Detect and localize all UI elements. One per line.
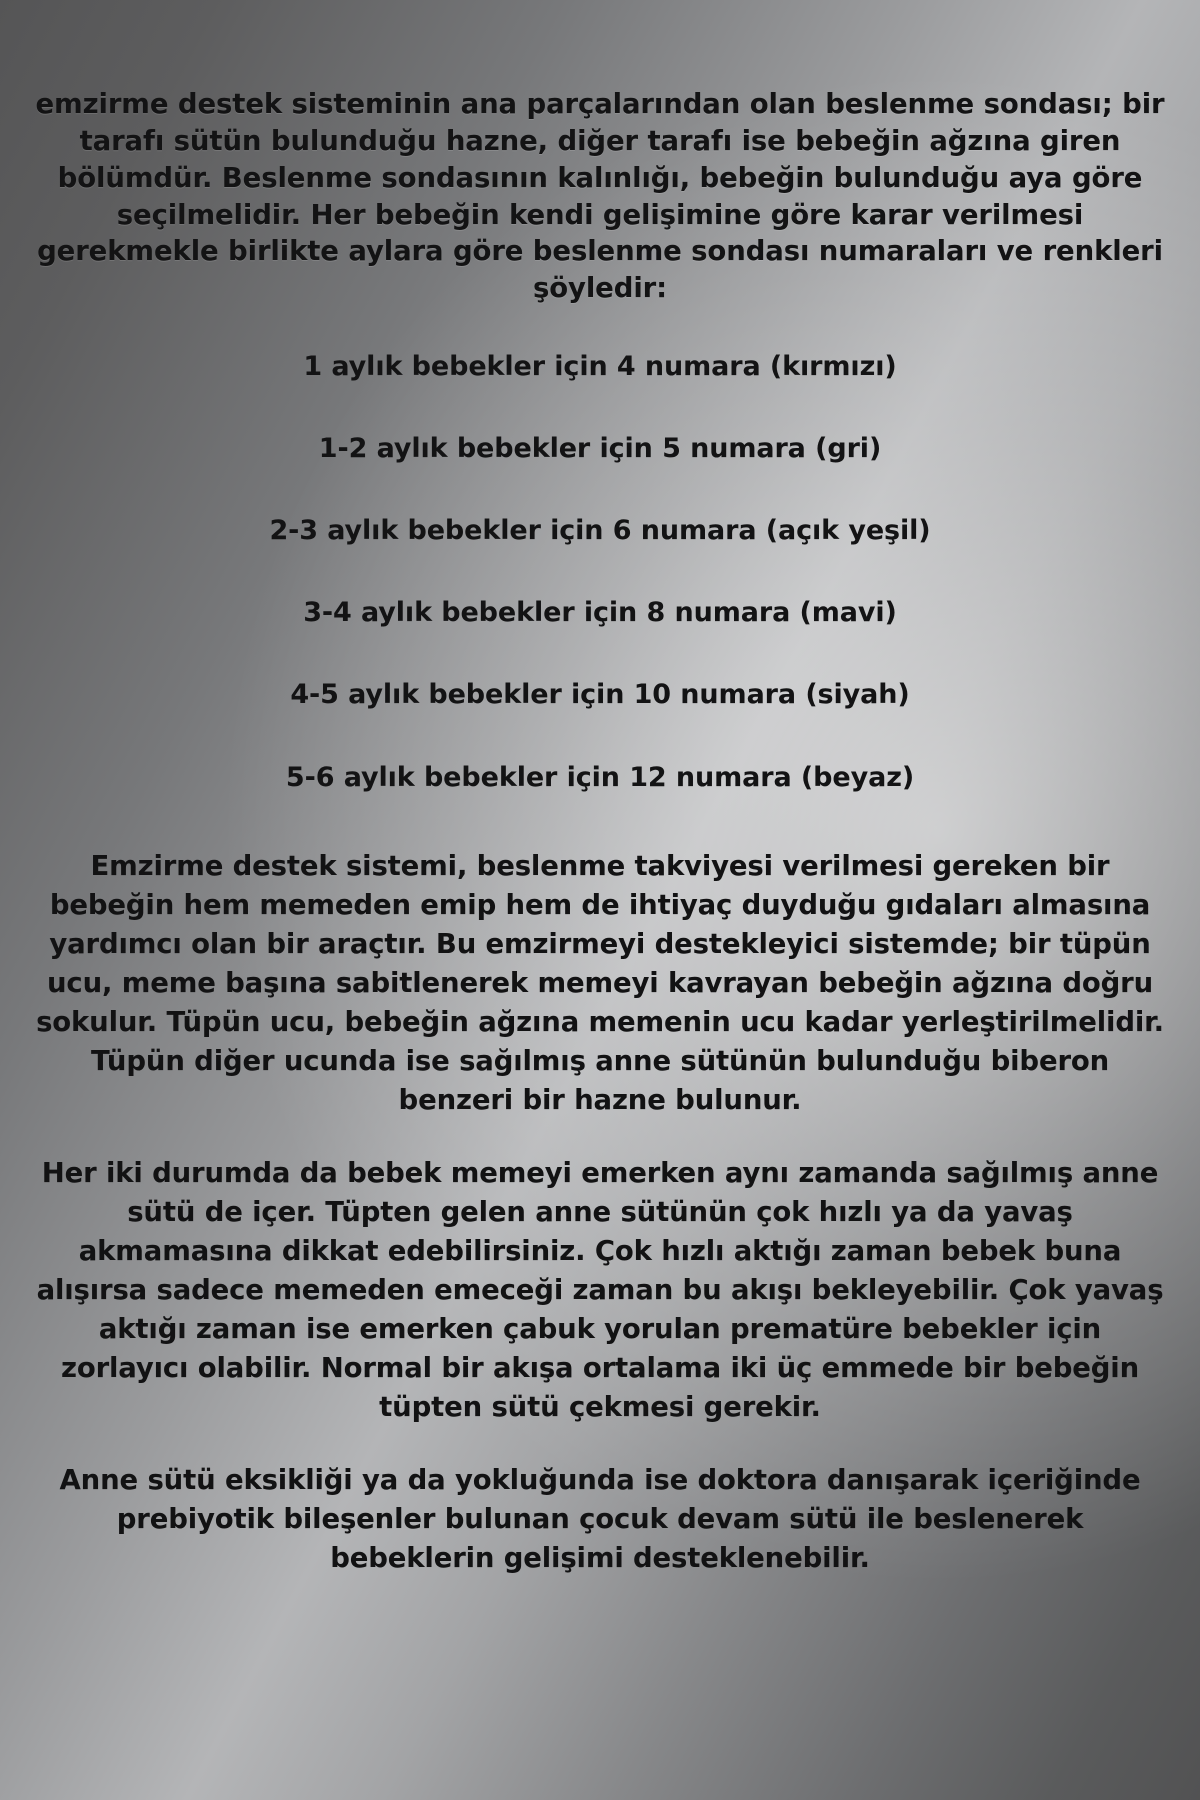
feeding-tube-size-list	[34, 349, 1166, 795]
list-item: 2-3 aylık bebekler için 6 numara (açık yeşil)	[269, 515, 931, 547]
document-content	[0, 86, 1200, 1578]
body-paragraph-2: Her iki durumda da bebek memeyi emerken aynı zamanda sağılmış anne sütü de içer. Tüpten gelen anne sütünün çok hızlı ya da yavaş akmamasına dikkat edebilirsiniz. Çok hızlı aktığı zaman bebek buna alışırsa sadece memeden emeceği zaman bu akışı bekleyebilir. Çok yavaş aktığı zaman ise emerken çabuk yorulan prematüre bebekler için zorlayıcı olabilir. Normal bir akışa ortalama iki üç emmede bir bebeğin tüpten sütü çekmesi gerekir.	[36, 1156, 1164, 1424]
intro-paragraph: emzirme destek sisteminin ana parçalarından olan beslenme sondası; bir tarafı sütün bulunduğu hazne, diğer tarafı ise bebeğin ağzına giren bölümdür. Beslenme sondasının kalınlığı, bebeğin bulunduğu aya göre seçilmelidir. Her bebeğin kendi gelişimine göre karar verilmesi gerekmekle birlikte aylara göre beslenme sondası numaraları ve renkleri şöyledir:	[35, 88, 1165, 305]
body-paragraph-1: Emzirme destek sistemi, beslenme takviyesi verilmesi gereken bir bebeğin hem memeden emip hem de ihtiyaç duyduğu gıdaları almasına yardımcı olan bir araçtır. Bu emzirmeyi destekleyici sistemde; bir tüpün ucu, meme başına sabitlenerek memeyi kavrayan bebeğin ağzına doğru sokulur. Tüpün ucu, bebeğin ağzına memenin ucu kadar yerleştirilmelidir. Tüpün diğer ucunda ise sağılmış anne sütünün bulunduğu biberon benzeri bir hazne bulunur.	[36, 849, 1164, 1116]
list-item: 3-4 aylık bebekler için 8 numara (mavi)	[303, 597, 897, 629]
list-item: 4-5 aylık bebekler için 10 numara (siyah)	[290, 679, 910, 711]
section-divider	[34, 825, 1166, 847]
body-paragraph-3: Anne sütü eksikliği ya da yokluğunda ise doktora danışarak içeriğinde prebiyotik bileşenler bulunan çocuk devam sütü ile beslenerek bebeklerin gelişimi desteklenebilir.	[59, 1464, 1141, 1575]
list-item: 5-6 aylık bebekler için 12 numara (beyaz)	[285, 761, 915, 793]
list-item: 1-2 aylık bebekler için 5 numara (gri)	[318, 433, 882, 465]
list-item: 1 aylık bebekler için 4 numara (kırmızı)	[303, 351, 897, 383]
